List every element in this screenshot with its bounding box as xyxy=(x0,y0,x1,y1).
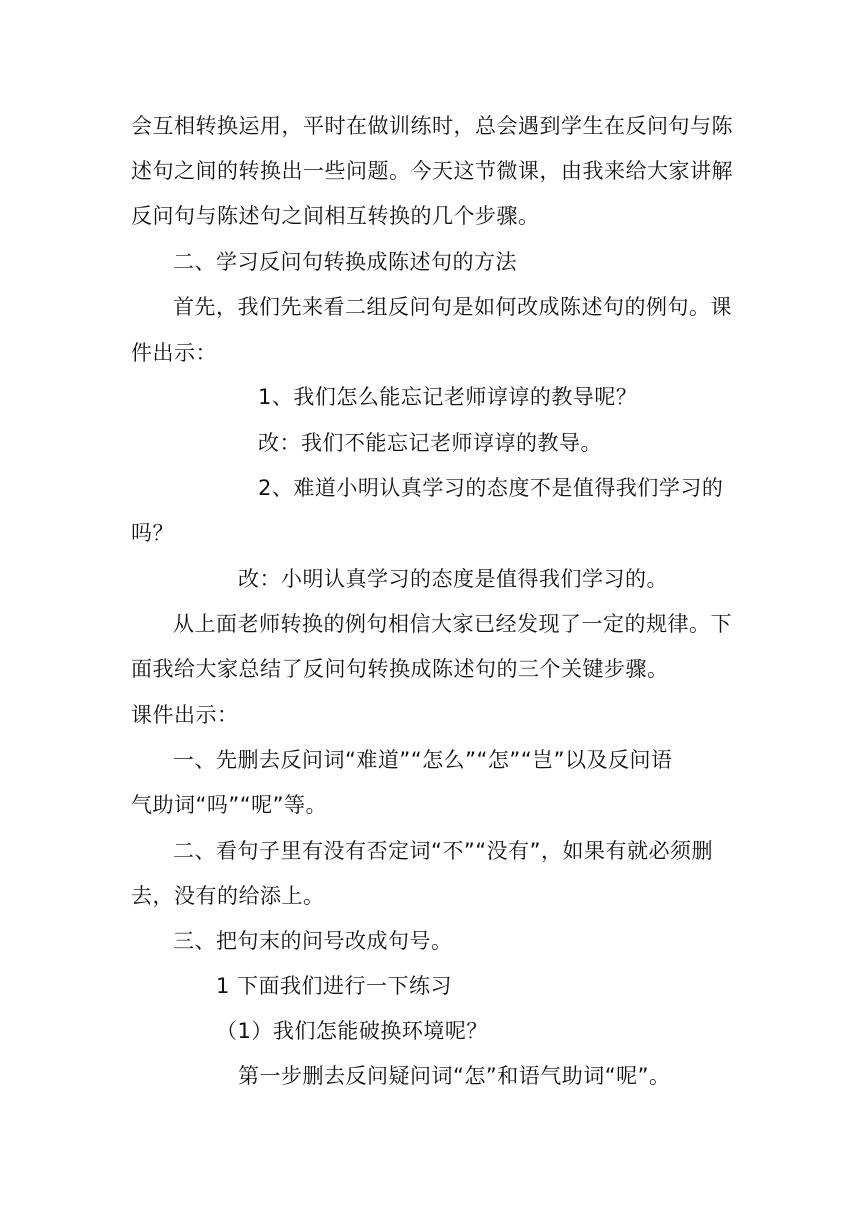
exercise-heading: 1 下面我们进行一下练习 xyxy=(216,974,453,998)
paragraph-line: 从上面老师转换的例句相信大家已经发现了一定的规律。下 xyxy=(173,612,732,636)
paragraph-line: 课件出示： xyxy=(131,703,239,727)
paragraph-line: 反问句与陈述句之间相互转换的几个步骤。 xyxy=(131,204,540,228)
example-line: 改：我们不能忘记老师谆谆的教导。 xyxy=(258,431,602,455)
step-line: 气助词“吗”“呢”等。 xyxy=(131,793,328,817)
paragraph-line: 述句之间的转换出一些问题。今天这节微课，由我来给大家讲解 xyxy=(131,159,733,183)
section-heading: 二、学习反问句转换成陈述句的方法 xyxy=(173,250,517,274)
step-line: 去，没有的给添上。 xyxy=(131,884,325,908)
example-line: 改：小明认真学习的态度是值得我们学习的。 xyxy=(238,567,668,591)
example-line: 1、我们怎么能忘记老师谆谆的教导呢？ xyxy=(258,385,638,409)
step-line: 二、看句子里有没有否定词“不”“没有”，如果有就必须删 xyxy=(173,839,714,863)
exercise-line: （1）我们怎能破换环境呢？ xyxy=(216,1019,488,1043)
paragraph-line: 首先，我们先来看二组反问句是如何改成陈述句的例句。课 xyxy=(173,295,732,319)
example-line: 2、难道小明认真学习的态度不是值得我们学习的 xyxy=(258,476,724,500)
step-line: 三、把句末的问号改成句号。 xyxy=(173,929,453,953)
example-line: 吗？ xyxy=(131,521,174,545)
step-line: 一、先删去反问词“难道”“怎么”“怎”“岂”以及反问语 xyxy=(173,748,673,772)
exercise-line: 第一步删去反问疑问词“怎”和语气助词“呢”。 xyxy=(238,1064,671,1088)
paragraph-line: 面我给大家总结了反问句转换成陈述句的三个关键步骤。 xyxy=(131,657,669,681)
paragraph-line: 件出示： xyxy=(131,341,217,365)
paragraph-line: 会互相转换运用，平时在做训练时，总会遇到学生在反问句与陈 xyxy=(131,114,733,138)
